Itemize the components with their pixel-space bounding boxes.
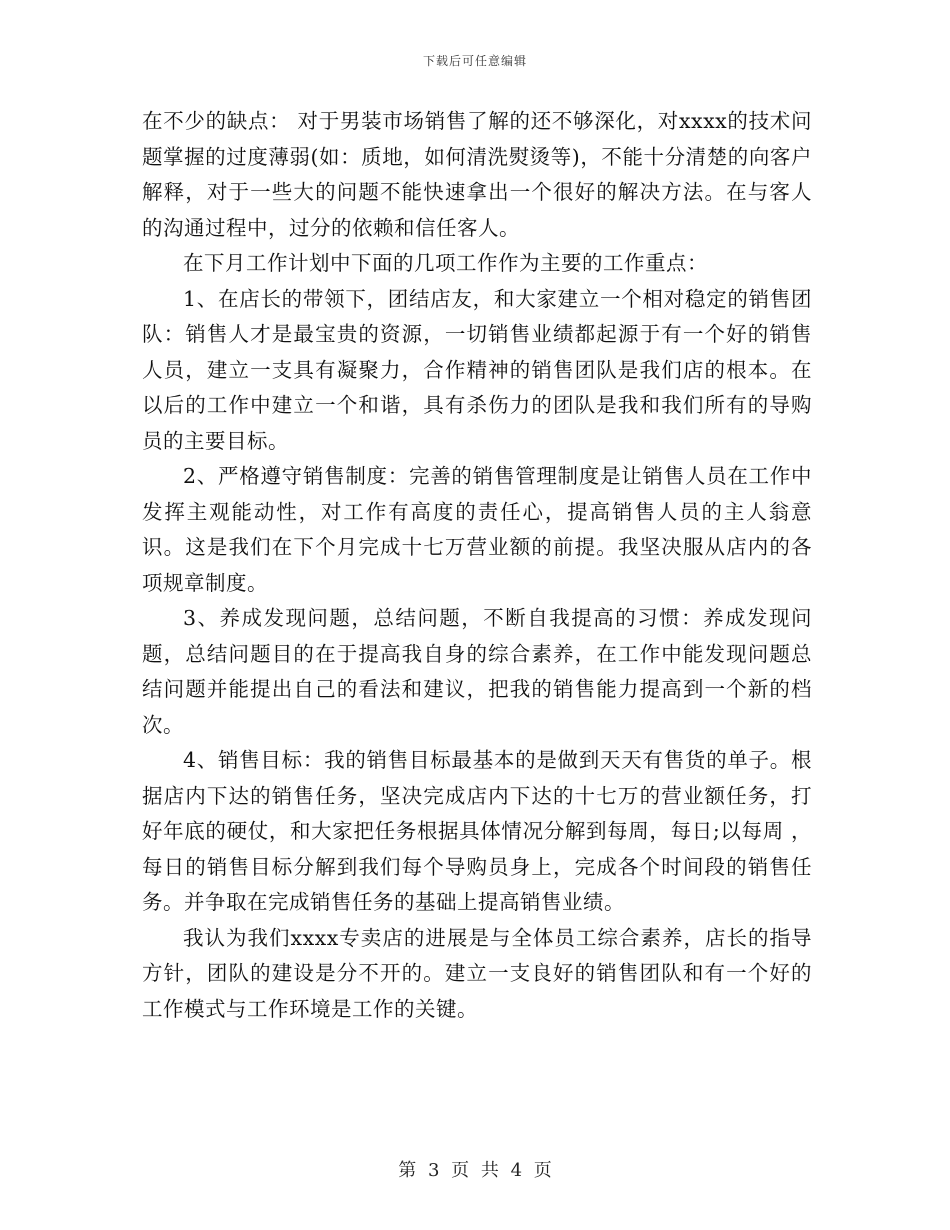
paragraph-item-4: 4、销售目标：我的销售目标最基本的是做到天天有售货的单子。根据店内下达的销售任务，坚决完成店内下达的十七万的营业额任务，打好年底的硬仗，和大家把任务根据具体情况分解到每周，每日;以每周 ，每日的销售目标分解到我们每个导购员身上，完成各个时间段的销售任务。并争取在完成销售任务的基础上提高销售业绩。 xyxy=(142,748,812,914)
page-header-note: 下载后可任意编辑 xyxy=(422,54,527,68)
paragraph-item-2: 2、严格遵守销售制度：完善的销售管理制度是让销售人员在工作中发挥主观能动性，对工作有高度的责任心，提高销售人员的主人翁意识。这是我们在下个月完成十七万营业额的前提。我坚决服从店内的各项规章制度。 xyxy=(142,464,812,595)
document-body xyxy=(142,104,812,1027)
paragraph-item-1: 1、在店长的带领下，团结店友，和大家建立一个相对稳定的销售团队：销售人才是最宝贵的资源，一切销售业绩都起源于有一个好的销售人员，建立一支具有凝聚力，合作精神的销售团队是我们店的根本。在以后的工作中建立一个和谐，具有杀伤力的团队是我和我们所有的导购员的主要目标。 xyxy=(142,286,812,453)
paragraph-intro: 在下月工作计划中下面的几项工作作为主要的工作重点： xyxy=(183,251,708,275)
paragraph-continuation: 在不少的缺点： 对于男装市场销售了解的还不够深化，对xxxx的技术问题掌握的过度薄弱(如：质地，如何清洗熨烫等)，不能十分清楚的向客户解释，对于一些大的问题不能快速拿出一个很好的解决方法。在与客人的沟通过程中，过分的依赖和信任客人。 xyxy=(142,109,812,240)
paragraph-conclusion: 我认为我们xxxx专卖店的进展是与全体员工综合素养，店长的指导方针，团队的建设是分不开的。建立一支良好的销售团队和有一个好的工作模式与工作环境是工作的关键。 xyxy=(142,925,812,1021)
paragraph-item-3: 3、养成发现问题，总结问题，不断自我提高的习惯：养成发现问题，总结问题目的在于提高我自身的综合素养，在工作中能发现问题总结问题并能提出自己的看法和建议，把我的销售能力提高到一个新的档次。 xyxy=(142,606,812,737)
page-number: 第 3 页 共 4 页 xyxy=(398,1160,552,1181)
